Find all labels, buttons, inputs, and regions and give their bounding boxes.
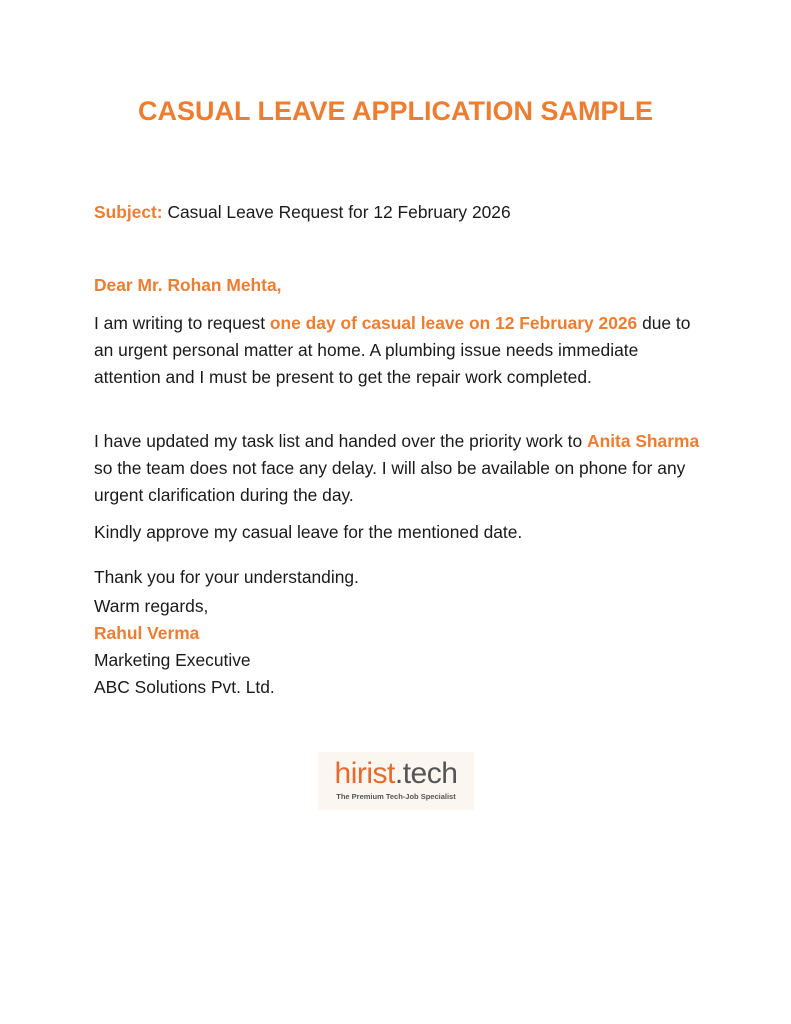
- logo-tagline: The Premium Tech-Job Specialist: [336, 792, 456, 801]
- paragraph-text: so the team does not face any delay. I will also be available on phone for any urgent clarification during the day.: [94, 458, 686, 505]
- colleague-highlight: Anita Sharma: [587, 431, 700, 451]
- subject-line: [94, 199, 704, 226]
- paragraph-handover: [94, 428, 704, 509]
- sender-name: Rahul Verma: [94, 623, 200, 643]
- paragraph-request: [94, 310, 704, 391]
- sender-company: ABC Solutions Pvt. Ltd.: [94, 677, 275, 697]
- salutation: Dear Mr. Rohan Mehta,: [94, 275, 282, 295]
- logo-wordmark-part2: .tech: [394, 757, 458, 790]
- logo-wordmark-part1: hirist: [334, 757, 395, 790]
- sender-designation: Marketing Executive: [94, 650, 251, 670]
- paragraph-text: I am writing to request: [94, 313, 270, 333]
- signature-block: [94, 593, 704, 701]
- leave-date-highlight: one day of casual leave on 12 February 2026: [269, 313, 638, 333]
- subject-label: Subject:: [94, 202, 163, 222]
- hirist-logo: [318, 752, 474, 810]
- subject-text: Casual Leave Request for 12 February 2026: [162, 202, 511, 222]
- paragraph-thanks: Thank you for your understanding.: [94, 567, 359, 587]
- document-title: CASUAL LEAVE APPLICATION SAMPLE: [137, 96, 654, 126]
- paragraph-text: I have updated my task list and handed over the priority work to: [94, 431, 588, 451]
- closing: Warm regards,: [94, 596, 209, 616]
- paragraph-text: due to an urgent personal matter at home. A plumbing issue needs immediate attention and I must be present to get the repair work completed.: [94, 313, 691, 387]
- paragraph-approval: Kindly approve my casual leave for the mentioned date.: [94, 522, 523, 542]
